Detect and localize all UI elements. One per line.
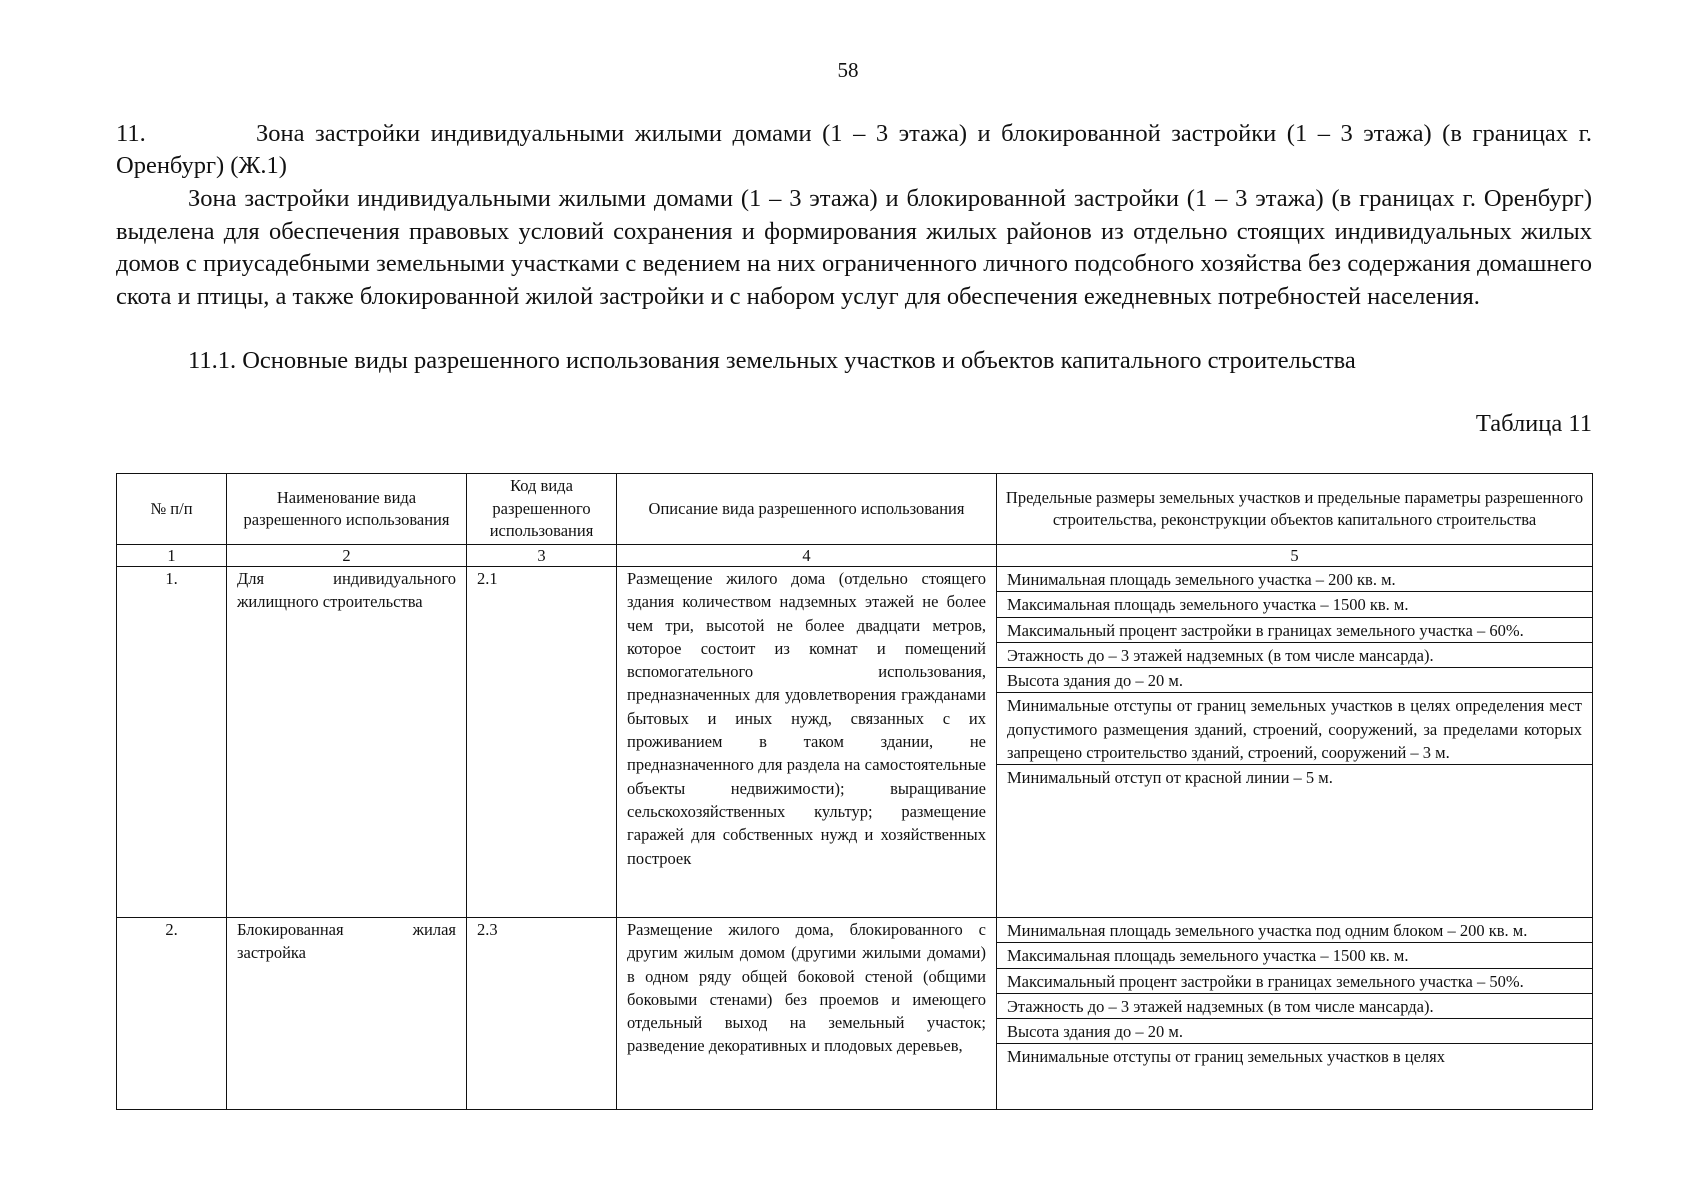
table-row	[117, 567, 1593, 918]
use-code: 2.1	[467, 567, 617, 918]
table-row	[117, 918, 1593, 1110]
limit-item: Минимальная площадь земельного участка под одним блоком – 200 кв. м.	[997, 918, 1592, 943]
use-limits	[997, 567, 1593, 918]
column-number: 4	[617, 545, 997, 567]
page-number: 58	[837, 58, 859, 82]
limit-item: Максимальная площадь земельного участка – 1500 кв. м.	[997, 592, 1592, 617]
column-number-row	[117, 545, 1593, 567]
header-use-code: Код вида разрешенного использования	[467, 474, 617, 545]
section-description: Зона застройки индивидуальными жилыми домами (1 – 3 этажа) и блокированной застройки (1 – 3 этажа) (в границах г. Оренбург) выделена для обеспечения правовых условий сохранения и формирования жилых районов из отдельно стоящих индивидуальных жилых домов с приусадебными земельными участками с ведением на них ограниченного личного подсобного хозяйства без содержания домашнего скота и птицы, а также блокированной жилой застройки и с набором услуг для обеспечения ежедневных потребностей населения.	[116, 185, 1592, 310]
limit-item: Минимальный отступ от красной линии – 5 м.	[1007, 768, 1333, 788]
subsection-heading: 11.1. Основные виды разрешенного использования земельных участков и объектов капитального строительства	[188, 347, 1356, 374]
column-number: 5	[997, 545, 1593, 567]
use-description: Размещение жилого дома (отдельно стоящего здания количеством надземных этажей не более чем три, высотой не более двадцати метров, которое состоит из комнат и помещений вспомогательного использования, предназначенных для удовлетворения гражданами бытовых и иных нужд, связанных с их проживанием в таком здании, не предназначенного для раздела на самостоятельные объекты недвижимости); выращивание сельскохозяйственных культур; размещение гаражей для собственных нужд и хозяйственных построек	[617, 567, 997, 918]
row-number: 1.	[117, 567, 227, 918]
limit-item: Минимальные отступы от границ земельных участков в целях	[1007, 1047, 1446, 1067]
limit-item: Минимальные отступы от границ земельных участков в целях определения мест допустимого размещения зданий, строений, сооружений, за пределами которых запрещено строительство зданий, строений, сооружений – 3 м.	[997, 693, 1592, 765]
limit-item: Высота здания до – 20 м.	[997, 1019, 1592, 1044]
land-use-table	[116, 473, 1593, 1110]
limit-item: Максимальный процент застройки в границах земельного участка – 50%.	[997, 969, 1592, 994]
section-number: 11.	[116, 120, 146, 147]
use-name: Для индивидуального жилищного строительства	[227, 567, 467, 918]
column-number: 2	[227, 545, 467, 567]
limit-item: Максимальный процент застройки в границах земельного участка – 60%.	[997, 618, 1592, 643]
use-code: 2.3	[467, 918, 617, 1110]
use-limits	[997, 918, 1593, 1110]
use-name: Блокированная жилая застройка	[227, 918, 467, 1110]
table-header-row	[117, 474, 1593, 545]
limit-item: Высота здания до – 20 м.	[997, 668, 1592, 693]
use-description: Размещение жилого дома, блокированного с другим жилым домом (другими жилыми домами) в одном ряду общей боковой стеной (общими боковыми стенами) без проемов и имеющего отдельный выход на земельный участок; разведение декоративных и плодовых деревьев,	[617, 918, 997, 1110]
header-use-name: Наименование вида разрешенного использования	[227, 474, 467, 545]
limit-item: Минимальная площадь земельного участка – 200 кв. м.	[997, 567, 1592, 592]
limit-item: Максимальная площадь земельного участка – 1500 кв. м.	[997, 943, 1592, 968]
column-number: 3	[467, 545, 617, 567]
section-heading	[116, 118, 1592, 182]
column-number: 1	[117, 545, 227, 567]
section-title: Зона застройки индивидуальными жилыми домами (1 – 3 этажа) и блокированной застройки (1 – 3 этажа) (в границах г. Оренбург) (Ж.1)	[116, 120, 1592, 179]
limit-item: Этажность до – 3 этажей надземных (в том числе мансарда).	[997, 994, 1592, 1019]
header-limits: Предельные размеры земельных участков и предельные параметры разрешенного строительства, реконструкции объектов капитального строительства	[997, 474, 1593, 545]
limit-item: Этажность до – 3 этажей надземных (в том числе мансарда).	[997, 643, 1592, 668]
table-label: Таблица 11	[1475, 410, 1592, 437]
row-number: 2.	[117, 918, 227, 1110]
header-number: № п/п	[117, 474, 227, 545]
header-use-description: Описание вида разрешенного использования	[617, 474, 997, 545]
